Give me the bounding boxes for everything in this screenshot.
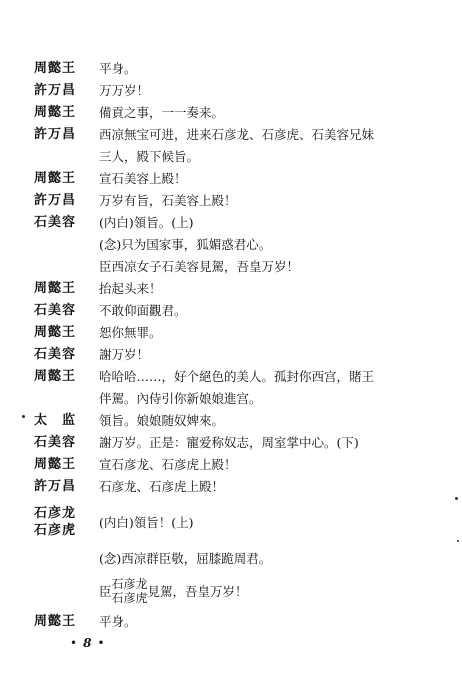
bullet-icon: • [70, 636, 78, 650]
speaker-name: 石美容 [34, 303, 77, 318]
greeting-name: 石彦龙 [111, 577, 148, 591]
speaker-name: 周懿王 [34, 281, 77, 296]
dialogue-text: 石彦龙、石彦虎上殿！ [99, 479, 225, 494]
dialogue-line [0, 301, 462, 321]
dialogue-line [0, 477, 462, 497]
dialogue-line [0, 612, 462, 632]
dialogue-text: 万万岁！ [99, 83, 150, 98]
speaker-name: 石美容 [34, 215, 77, 230]
dialogue-line [0, 345, 462, 365]
dialogue-text: 伴駕。內侍引你新娘娘進宫。 [99, 391, 262, 406]
dialogue-line [0, 455, 462, 475]
dialogue-line-continued [0, 389, 462, 409]
dialogue-text: 臣西凉女子石美容見駕，吾皇万岁！ [99, 259, 300, 274]
dialogue-line [0, 169, 462, 189]
bullet-icon: • [97, 636, 105, 650]
dialogue-line [0, 279, 462, 299]
dual-speaker-block [0, 505, 462, 545]
speaker-name: 周懿王 [34, 614, 77, 629]
dialogue-text: 西凉無宝可进，进来石彦龙、石彦虎、石美容兄妹 [99, 127, 375, 142]
dialogue-text: 不敢仰面觀君。 [99, 303, 187, 318]
dialogue-text: 宣石美容上殿！ [99, 171, 187, 186]
dialogue-text: 哈哈哈……，好个絕色的美人。孤封你西宫，賭王 [99, 369, 375, 384]
dialogue-text: (念)只为国家事，狐媚惑君心。 [99, 237, 272, 252]
dialogue-line [0, 59, 462, 79]
dialogue-line-continued [0, 235, 462, 255]
dialogue-line [0, 213, 462, 233]
page-number [64, 636, 111, 650]
dialogue-text: 宣石彦龙、石彦虎上殿！ [99, 457, 237, 472]
speaker-name: 周懿王 [34, 171, 77, 186]
scan-speck-icon [22, 415, 25, 418]
dialogue-text: (内白)領旨！(上) [99, 515, 194, 530]
speaker-name: 石美容 [34, 347, 77, 362]
speaker-name: 周懿王 [34, 325, 77, 340]
dialogue-text: 三人，殿下候旨。 [99, 149, 200, 164]
dialogue-line-continued [0, 147, 462, 167]
dialogue-text: 謝万岁！ [99, 347, 150, 362]
speaker-name: 石彦虎 [34, 523, 77, 538]
dialogue-line [0, 191, 462, 211]
speaker-name: 許万昌 [34, 479, 77, 494]
dialogue-line [0, 367, 462, 387]
speaker-name: 許万昌 [34, 193, 77, 208]
greeting-suffix: 見駕，吾皇万岁！ [147, 584, 248, 599]
speaker-name: 周懿王 [34, 369, 77, 384]
dialogue-text: 備貢之事，一一奏来。 [99, 105, 225, 120]
dialogue-text: 抬起头来！ [99, 281, 162, 296]
speaker-name: 許万昌 [34, 83, 77, 98]
speaker-names-stacked [34, 505, 92, 539]
greeting-line [99, 577, 248, 613]
dialogue-line [0, 125, 462, 145]
dialogue-line [0, 323, 462, 343]
speaker-name: 石彦龙 [34, 506, 77, 521]
recite-text: (念)西凉群臣敬，屈膝跪周君。 [99, 551, 272, 566]
dialogue-line [0, 103, 462, 123]
dialogue-line [0, 81, 462, 101]
dialogue-text: (内白)領旨。(上) [99, 215, 194, 230]
greeting-name: 石彦虎 [111, 591, 148, 605]
dialogue-text: 恕你無罪。 [99, 325, 162, 340]
speaker-name: 周懿王 [34, 457, 77, 472]
speaker-name: 石美容 [34, 435, 77, 450]
dialogue-line-continued [0, 257, 462, 277]
greeting-names-stacked [112, 577, 148, 605]
dialogue-text: 領旨。娘娘随奴婢來。 [99, 413, 225, 428]
speaker-name: 周懿王 [34, 61, 77, 76]
greeting-prefix: 臣 [99, 584, 112, 599]
dialogue-line [0, 433, 462, 453]
dialogue-line [0, 411, 462, 431]
scan-speck-icon [457, 540, 459, 542]
dialogue-text: 平身。 [99, 614, 137, 629]
dialogue-text: 平身。 [99, 61, 137, 76]
page-number-value: 8 [83, 636, 92, 650]
dialogue-text: 謝万岁。正是：寵爱称奴志，周室掌中心。(下) [99, 435, 359, 450]
scan-speck-icon [455, 497, 458, 500]
dialogue-text: 万岁有旨，石美容上殿！ [99, 193, 237, 208]
speaker-name: 許万昌 [34, 127, 77, 142]
dialogue-line-continued [0, 549, 462, 569]
speaker-name: 太 监 [34, 413, 77, 428]
speaker-name: 周懿王 [34, 105, 77, 120]
